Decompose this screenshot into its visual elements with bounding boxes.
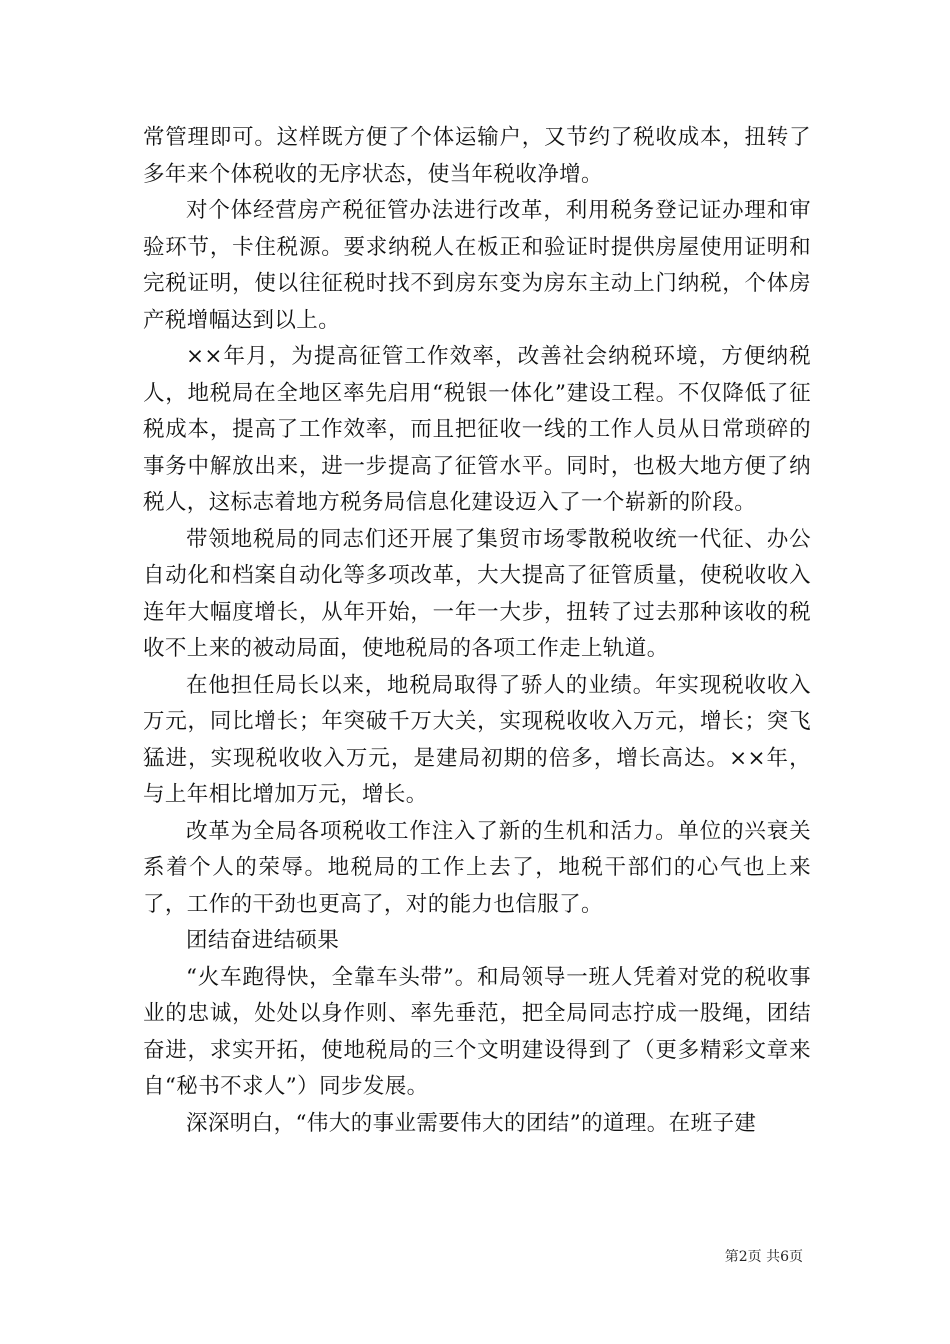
paragraph-3: ××年月，为提高征管工作效率，改善社会纳税环境，方便纳税人，地税局在全地区率先启用“税银一体化”建设工程。不仅降低了征税成本，提高了工作效率，而且把征收一线的工作人员从日常琐碎的事务中解放出来，进一步提高了征管水平。同时，也极大地方便了纳税人，这标志着地方税务局信息化建设迈入了一个崭新的阶段。 <box>143 344 811 515</box>
footer-total-pages: 6 <box>780 1249 789 1265</box>
paragraph-8: 深深明白，“伟大的事业需要伟大的团结”的道理。在班子建 <box>186 1110 757 1136</box>
page-footer <box>725 1246 803 1266</box>
paragraph-2: 对个体经营房产税征管办法进行改革，利用税务登记证办理和审验环节，卡住税源。要求纳税人在板正和验证时提供房屋使用证明和完税证明，使以往征税时找不到房东变为房东主动上门纳税，个体房产税增幅达到以上。 <box>143 198 811 333</box>
paragraph-7: “火车跑得快，全靠车头带”。和局领导一班人凭着对党的税收事业的忠诚，处处以身作则、率先垂范，把全局同志拧成一股绳，团结奋进，求实开拓，使地税局的三个文明建设得到了（更多精彩文章来自“秘书不求人”）同步发展。 <box>143 964 811 1099</box>
paragraph-4: 带领地税局的同志们还开展了集贸市场零散税收统一代征、办公自动化和档案自动化等多项改革，大大提高了征管质量，使税收收入连年大幅度增长，从年开始，一年一大步，扭转了过去那种该收的税收不上来的被动局面，使地税局的各项工作走上轨道。 <box>143 526 811 661</box>
footer-middle: 页 共 <box>747 1249 781 1265</box>
paragraph-5: 在他担任局长以来，地税局取得了骄人的业绩。年实现税收收入万元，同比增长；年突破千万大关，实现税收收入万元，增长；突飞猛进，实现税收收入万元，是建局初期的倍多，增长高达。××年，与上年相比增加万元，增长。 <box>143 672 811 807</box>
footer-current-page: 2 <box>738 1249 748 1265</box>
section-heading: 团结奋进结硕果 <box>186 928 340 953</box>
footer-prefix: 第 <box>724 1249 739 1265</box>
paragraph-1: 常管理即可。这样既方便了个体运输户，又节约了税收成本，扭转了多年来个体税收的无序状态，使当年税收净增。 <box>143 125 811 187</box>
document-body <box>143 120 811 1142</box>
footer-suffix: 页 <box>789 1249 803 1265</box>
paragraph-6: 改革为全局各项税收工作注入了新的生机和活力。单位的兴衰关系着个人的荣辱。地税局的工作上去了，地税干部们的心气也上来了，工作的干劲也更高了，对的能力也信服了。 <box>143 818 811 917</box>
